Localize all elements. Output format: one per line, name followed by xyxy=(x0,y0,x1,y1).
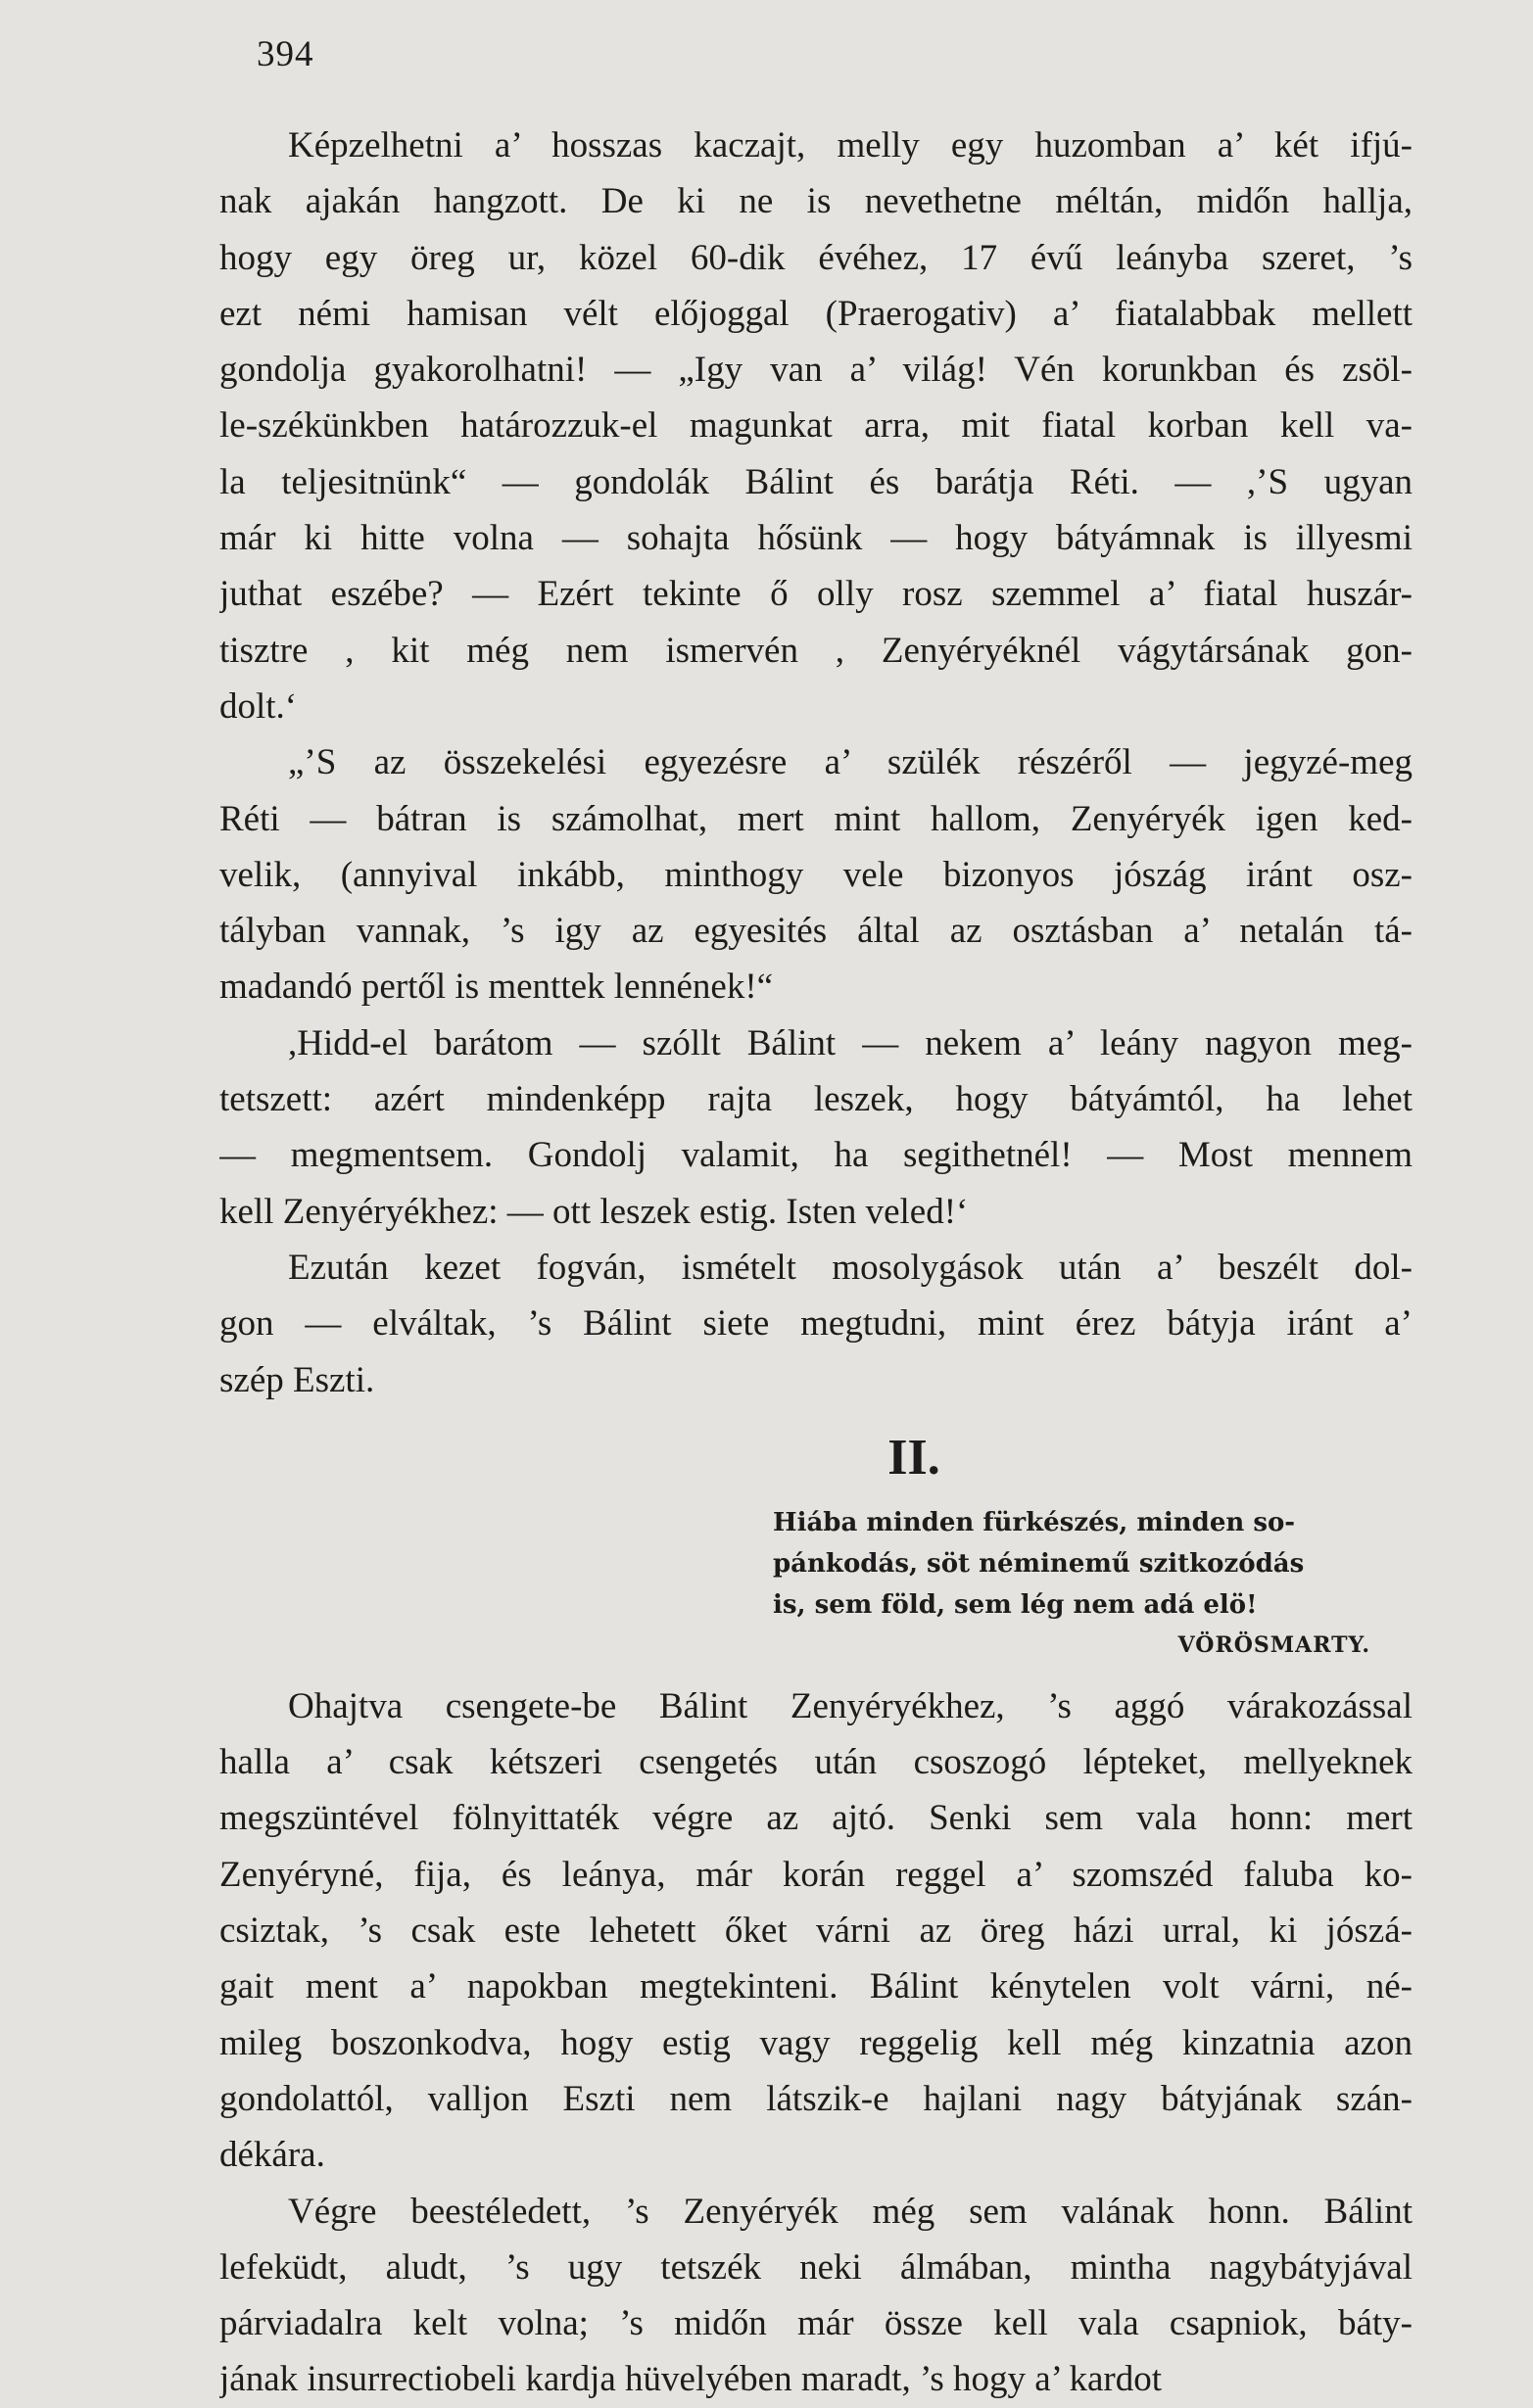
body-text xyxy=(219,118,1413,2408)
text-line: madandó pertől is menttek lennének!“ xyxy=(219,967,774,1008)
text-line: mileg boszonkodva, hogy estig vagy reggelig kell még kinzatnia azon xyxy=(219,2022,1413,2063)
text-line: ezt némi hamisan vélt előjoggal (Praerogativ) a’ fiatalabbak mellett xyxy=(219,293,1413,334)
text-line: Képzelhetni a’ hosszas kaczajt, melly egy huzomban a’ két ifjú- xyxy=(288,125,1413,165)
text-line: Réti — bátran is számolhat, mert mint hallom, Zenyéryék igen ked- xyxy=(219,798,1413,839)
text-line: dékára. xyxy=(219,2135,325,2176)
text-line: párviadalra kelt volna; ’s midőn már össze kell vala csapniok, báty- xyxy=(219,2303,1413,2344)
text-line: jának insurrectiobeli kardja hüvelyében maradt, ’s hogy a’ kardot xyxy=(219,2359,1162,2400)
text-section-before xyxy=(219,118,1413,1408)
text-line: megszüntével fölnyittaték végre az ajtó. Senki sem vala honn: mert xyxy=(219,1798,1413,1839)
text-line: hogy egy öreg ur, közel 60-dik évéhez, 17 évű leányba szeret, ’s xyxy=(219,237,1413,278)
text-line: gondolattól, valljon Eszti nem látszik-e hajlani nagy bátyjának szán- xyxy=(219,2078,1413,2119)
text-line: nak ajakán hangzott. De ki ne is nevethetne méltán, midőn hallja, xyxy=(219,181,1413,222)
page-number: 394 xyxy=(257,34,314,74)
text-line: tetszett: azért mindenképp rajta leszek, hogy bátyámtól, ha lehet xyxy=(219,1079,1413,1120)
text-line: szép Eszti. xyxy=(219,1359,375,1400)
text-line: Ohajtva csengete-be Bálint Zenyéryékhez, ’s aggó várakozással xyxy=(288,1685,1413,1726)
text-line: már ki hitte volna — sohajta hősünk — hogy bátyámnak is illyesmi xyxy=(219,518,1413,559)
text-line: gon — elváltak, ’s Bálint siete megtudni, mint érez bátyja iránt a’ xyxy=(219,1303,1413,1345)
text-line: dolt.‘ xyxy=(219,685,298,727)
motto xyxy=(773,1502,1380,1665)
text-line: kell Zenyéryékhez: — ott leszek estig. Isten veled!‘ xyxy=(219,1191,969,1232)
text-line: Végre beestéledett, ’s Zenyéryék még sem valának honn. Bálint xyxy=(288,2191,1413,2232)
motto-line: pánkodás, söt néminemű szitkozódás xyxy=(773,1548,1305,1579)
text-line: tályban vannak, ’s igy az egyesités által az osztásban a’ netalán tá- xyxy=(219,911,1413,952)
motto-author: VÖRÖSMARTY. xyxy=(1177,1631,1370,1658)
text-line: ,Hidd-el barátom — szóllt Bálint — nekem a’ leány nagyon meg- xyxy=(288,1022,1413,1063)
text-line: csiztak, ’s csak este lehetett őket várni az öreg házi urral, ki jószá- xyxy=(219,1911,1413,1952)
text-line: gondolja gyakorolhatni! — „Igy van a’ világ! Vén korunkban és zsöl- xyxy=(219,350,1413,391)
text-line: juthat eszébe? — Ezért tekinte ő olly rosz szemmel a’ fiatal huszár- xyxy=(219,574,1413,615)
text-section-after xyxy=(219,1678,1413,2408)
text-line: halla a’ csak kétszeri csengetés után csoszogó lépteket, mellyeknek xyxy=(219,1742,1413,1783)
text-line: Zenyéryné, fija, és leánya, már korán reggel a’ szomszéd faluba ko- xyxy=(219,1854,1413,1895)
text-line: la teljesitnünk“ — gondolák Bálint és barátja Réti. — ,’S ugyan xyxy=(219,461,1413,502)
text-line: velik, (annyival inkább, minthogy vele bizonyos jószág iránt osz- xyxy=(219,854,1413,895)
text-line: tisztre , kit még nem ismervén , Zenyéryéknél vágytársának gon- xyxy=(219,630,1413,671)
chapter-heading: II. xyxy=(887,1429,940,1486)
text-line: — megmentsem. Gondolj valamit, ha segithetnél! — Most mennem xyxy=(219,1135,1413,1176)
motto-line: is, sem föld, sem lég nem adá elö! xyxy=(773,1589,1258,1620)
text-line: Ezután kezet fogván, ismételt mosolygások után a’ beszélt dol- xyxy=(288,1247,1413,1288)
text-line: gait ment a’ napokban megtekinteni. Bálint kénytelen volt várni, né- xyxy=(219,1966,1413,2007)
text-line: „’S az összekelési egyezésre a’ szülék részéről — jegyzé-meg xyxy=(288,742,1413,783)
motto-line: Hiába minden fürkészés, minden so- xyxy=(773,1507,1296,1537)
text-line: lefeküdt, aludt, ’s ugy tetszék neki álmában, mintha nagybátyjával xyxy=(219,2246,1413,2288)
text-line: le-székünkben határozzuk-el magunkat arra, mit fiatal korban kell va- xyxy=(219,405,1413,447)
